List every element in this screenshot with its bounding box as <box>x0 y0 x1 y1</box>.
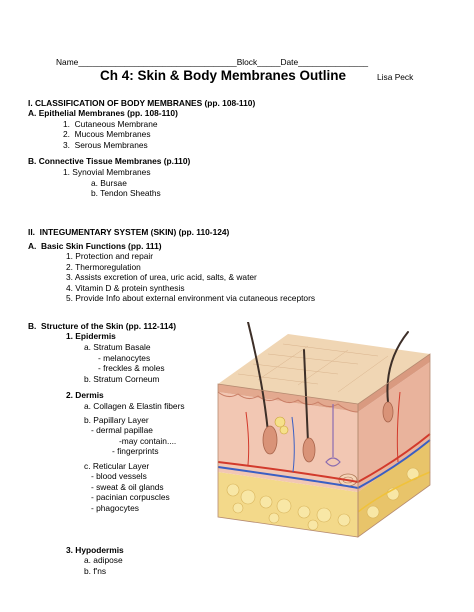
list-item: 4. Vitamin D & protein synthesis <box>66 283 185 293</box>
list-item: 3. Serous Membranes <box>63 140 148 150</box>
skin-functions-heading: A. Basic Skin Functions (pp. 111) <box>28 241 162 251</box>
skin-cross-section-illustration <box>208 322 434 540</box>
list-item: 5. Provide Info about external environment via cutaneous receptors <box>66 293 316 303</box>
list-item: - dermal papillae <box>91 425 153 435</box>
author-name: Lisa Peck <box>377 72 414 82</box>
list-item: 2. Mucous Membranes <box>63 129 151 139</box>
section-2-heading: II. INTEGUMENTARY SYSTEM (SKIN) (pp. 110-124) <box>28 227 230 237</box>
list-item: - freckles & moles <box>98 363 165 373</box>
list-item: 1. Cutaneous Membrane <box>63 119 158 129</box>
list-item: - sweat & oil glands <box>91 482 164 492</box>
section-1-heading: I. CLASSIFICATION OF BODY MEMBRANES (pp. 108-110) <box>28 98 256 108</box>
list-item: -may contain.... <box>119 436 177 446</box>
list-item: 1. Protection and repair <box>66 251 154 261</box>
list-item: c. Reticular Layer <box>84 461 150 471</box>
list-item: - melanocytes <box>98 353 151 363</box>
list-item: - phagocytes <box>91 503 139 513</box>
list-item: b. Papillary Layer <box>84 415 149 425</box>
hypodermis-heading: 3. Hypodermis <box>66 545 124 555</box>
epidermis-heading: 1. Epidermis <box>66 331 116 341</box>
list-item: a. Stratum Basale <box>84 342 151 352</box>
list-item: a. adipose <box>84 555 123 565</box>
connective-heading: B. Connective Tissue Membranes (p.110) <box>28 156 191 166</box>
list-item: - fingerprints <box>112 446 159 456</box>
list-item: b. Stratum Corneum <box>84 374 160 384</box>
name-block-date-line: Name__________________________________Block_____Date_______________ <box>56 57 369 67</box>
list-item: - pacinian corpuscles <box>91 492 170 502</box>
list-item: - blood vessels <box>91 471 147 481</box>
page-title: Ch 4: Skin & Body Membranes Outline <box>100 68 347 83</box>
epithelial-heading: A. Epithelial Membranes (pp. 108-110) <box>28 108 178 118</box>
skin-structure-heading: B. Structure of the Skin (pp. 112-114) <box>28 321 176 331</box>
list-item: a. Bursae <box>91 178 127 188</box>
list-item: b. Tendon Sheaths <box>91 188 161 198</box>
list-item: b. f'ns <box>84 566 107 576</box>
list-item: 1. Synovial Membranes <box>63 167 151 177</box>
list-item: 3. Assists excretion of urea, uric acid, salts, & water <box>66 272 257 282</box>
dermis-heading: 2. Dermis <box>66 390 104 400</box>
list-item: 2. Thermoregulation <box>66 262 141 272</box>
list-item: a. Collagen & Elastin fibers <box>84 401 185 411</box>
